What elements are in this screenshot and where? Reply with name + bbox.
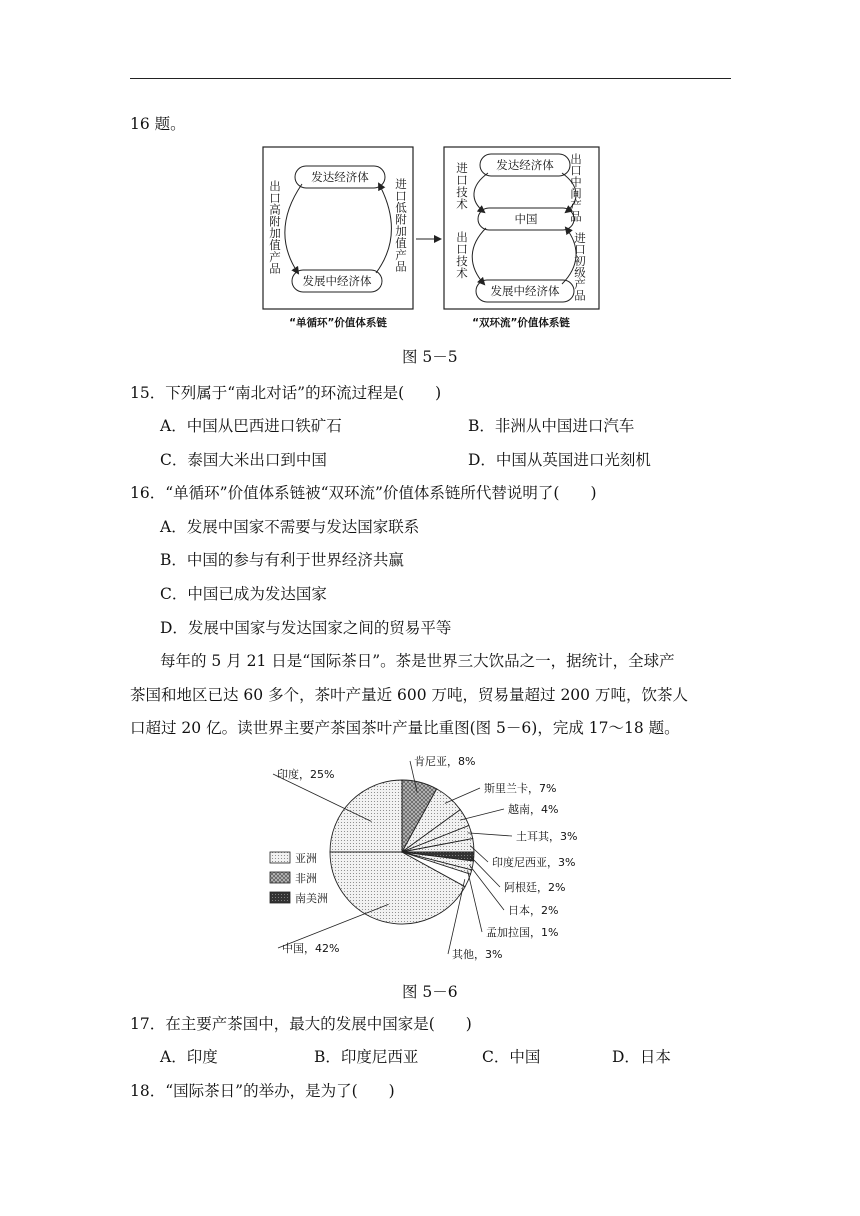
- q15-stem: 15．下列属于“南北对话”的环流过程是( ): [130, 384, 442, 402]
- node-china-label: 中国: [514, 212, 538, 226]
- vertical-char: 值: [269, 238, 281, 252]
- vertical-char: 产: [570, 198, 582, 212]
- pie-legend: [270, 852, 328, 905]
- q17-option-c[interactable]: C．中国: [482, 1048, 541, 1066]
- q15-option-c[interactable]: C．泰国大米出口到中国: [160, 451, 327, 469]
- q17-stem: 17．在主要产茶国中，最大的发展中国家是( ): [130, 1015, 472, 1033]
- arrow-export-tech: [472, 228, 486, 284]
- legend-label: 南美洲: [295, 892, 328, 905]
- q16-option-c[interactable]: C．中国已成为发达国家: [160, 585, 327, 603]
- vertical-char: 术: [456, 266, 468, 280]
- vertical-char: 口: [456, 242, 468, 256]
- node-developing-left-label: 发展中经济体: [302, 274, 372, 288]
- vertical-char: 中: [570, 175, 582, 189]
- vertical-char: 低: [395, 200, 407, 215]
- vertical-char: 附: [395, 212, 407, 227]
- vertical-char: 口: [395, 188, 407, 203]
- double-cycle-title: “双环流”价值体系链: [472, 317, 570, 329]
- vertical-char: 口: [574, 242, 586, 257]
- pie-leader-line: [468, 833, 512, 836]
- label-export-high-value: [269, 179, 281, 276]
- pie-label: 越南，4%: [508, 803, 559, 816]
- vertical-char: 级: [574, 265, 586, 280]
- vertical-char: 出: [570, 152, 582, 166]
- vertical-char: 加: [395, 224, 407, 239]
- vertical-char: 附: [269, 214, 281, 229]
- vertical-char: 品: [574, 288, 586, 303]
- vertical-char: 进: [395, 177, 407, 191]
- vertical-char: 出: [456, 230, 468, 244]
- passage-line-3: 口超过 20 亿。读世界主要产茶国茶叶产量比重图(图 5－6)，完成 17～18 题。: [130, 719, 680, 737]
- q17-option-d[interactable]: D．日本: [612, 1048, 671, 1066]
- vertical-char: 产: [269, 249, 281, 264]
- single-cycle-title: “单循环”价值体系链: [289, 317, 387, 329]
- intro-tail: 16 题。: [130, 115, 186, 133]
- arrow-export-high-value: [285, 184, 302, 273]
- figure-5-5: [262, 146, 602, 332]
- header-rule: [130, 78, 731, 79]
- vertical-char: 产: [574, 277, 586, 291]
- pie-label: 印度尼西亚，3%: [492, 856, 576, 869]
- pie-label: 中国，42%: [282, 942, 340, 955]
- vertical-char: 出: [269, 179, 281, 193]
- legend-swatch: [270, 892, 290, 903]
- vertical-char: 品: [269, 261, 281, 276]
- vertical-char: 技: [456, 254, 468, 268]
- vertical-char: 口: [456, 173, 468, 187]
- figure-5-5-caption: 图 5－5: [402, 348, 458, 366]
- node-developing-right-label: 发展中经济体: [490, 284, 560, 298]
- q15-option-d[interactable]: D．中国从英国进口光刻机: [468, 451, 651, 469]
- q18-stem: 18．“国际茶日”的举办，是为了( ): [130, 1082, 395, 1100]
- pie-label: 孟加拉国，1%: [486, 926, 559, 939]
- label-export-intermediate: [570, 152, 582, 224]
- pie-label: 其他，3%: [452, 948, 503, 961]
- label-import-tech: [456, 161, 468, 211]
- pie-leader-line: [460, 809, 504, 820]
- q16-stem: 16．“单循环”价值体系链被“双环流”价值体系链所代替说明了( ): [130, 484, 597, 502]
- node-developed-right-label: 发达经济体: [496, 158, 554, 172]
- vertical-char: 口: [570, 163, 582, 178]
- pie-label: 印度，25%: [277, 768, 335, 781]
- pie-leader-line: [469, 865, 504, 910]
- tea-production-pie-chart: [262, 752, 612, 972]
- vertical-char: 口: [269, 190, 281, 205]
- legend-label: 亚洲: [295, 852, 317, 865]
- vertical-char: 加: [269, 226, 281, 241]
- pie-label: 土耳其，3%: [516, 830, 578, 843]
- q17-option-a[interactable]: A．印度: [160, 1048, 218, 1066]
- pie-slice: [330, 780, 402, 852]
- q15-option-a[interactable]: A．中国从巴西进口铁矿石: [160, 417, 342, 435]
- vertical-char: 技: [456, 185, 468, 199]
- vertical-char: 值: [395, 236, 407, 250]
- label-export-tech: [456, 230, 468, 280]
- arrow-import-low-value: [376, 184, 391, 273]
- vertical-char: 品: [395, 259, 407, 274]
- legend-swatch: [270, 852, 290, 863]
- q15-option-b[interactable]: B．非洲从中国进口汽车: [468, 417, 635, 435]
- vertical-char: 间: [570, 186, 582, 201]
- node-developed-left-label: 发达经济体: [311, 170, 369, 184]
- pie-label: 斯里兰卡，7%: [484, 782, 557, 795]
- pie-label: 肯尼亚，8%: [414, 755, 476, 768]
- arrow-import-tech: [474, 173, 488, 212]
- pie-label: 日本，2%: [508, 904, 559, 917]
- q16-option-b[interactable]: B．中国的参与有利于世界经济共赢: [160, 551, 404, 569]
- vertical-char: 品: [570, 209, 582, 224]
- label-import-primary: [574, 231, 586, 303]
- passage-line-1: 每年的 5 月 21 日是“国际茶日”。茶是世界三大饮品之一，据统计，全球产: [160, 652, 675, 670]
- label-import-low-value: [395, 177, 407, 274]
- vertical-char: 术: [456, 197, 468, 211]
- q16-option-d[interactable]: D．发展中国家与发达国家之间的贸易平等: [160, 619, 452, 637]
- vertical-char: 初: [574, 254, 586, 268]
- vertical-char: 进: [574, 231, 586, 245]
- q17-option-b[interactable]: B．印度尼西亚: [314, 1048, 419, 1066]
- passage-line-2: 茶国和地区已达 60 多个，茶叶产量近 600 万吨，贸易量超过 200 万吨，饮茶人: [130, 686, 688, 704]
- vertical-char: 进: [456, 161, 468, 175]
- q16-option-a[interactable]: A．发展中国家不需要与发达国家联系: [160, 518, 420, 536]
- pie-slices: [330, 780, 474, 924]
- legend-swatch: [270, 872, 290, 883]
- figure-5-6-caption: 图 5－6: [402, 983, 458, 1001]
- pie-leader-line: [445, 788, 480, 803]
- legend-label: 非洲: [295, 872, 317, 885]
- pie-label: 阿根廷，2%: [504, 881, 566, 894]
- vertical-char: 高: [269, 202, 281, 217]
- pie-leader-line: [468, 871, 482, 932]
- vertical-char: 产: [395, 247, 407, 262]
